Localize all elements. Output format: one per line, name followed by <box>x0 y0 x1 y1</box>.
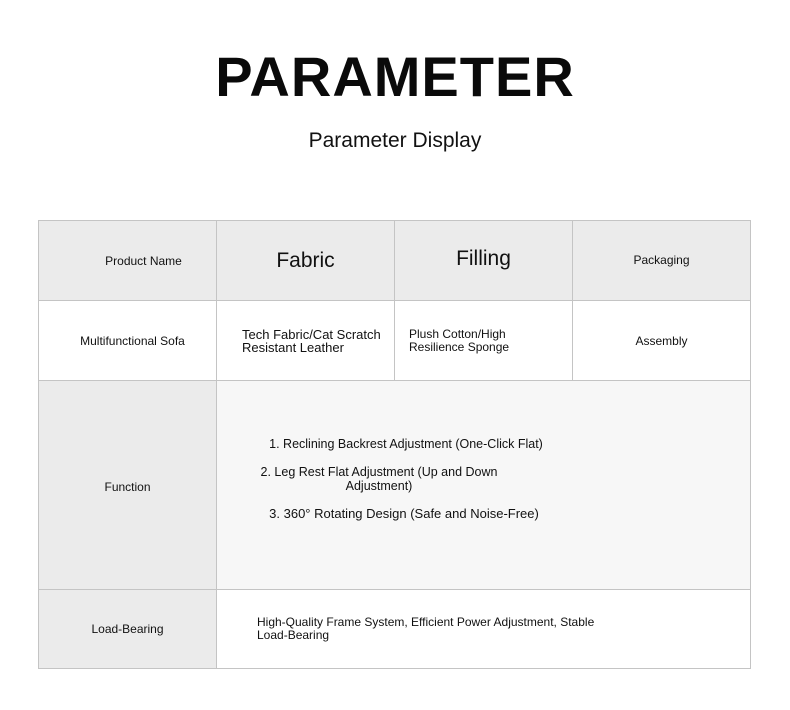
header-filling <box>395 221 573 301</box>
cell-packaging <box>573 301 750 381</box>
header-packaging-label: Packaging <box>633 252 690 267</box>
cell-function-list <box>217 381 750 590</box>
cell-filling <box>395 301 573 381</box>
header-product-name-label: Product Name <box>105 253 182 268</box>
header-fabric-label: Fabric <box>276 248 335 272</box>
header-filling-label: Filling <box>456 246 511 270</box>
cell-load-bearing-label <box>39 590 217 668</box>
function-item-2: 2. Leg Rest Flat Adjustment (Up and Down Adjustment) <box>260 465 498 493</box>
page-title: PARAMETER <box>215 45 575 108</box>
header-product-name <box>39 221 217 301</box>
cell-function-label <box>39 381 217 590</box>
load-bearing-value: High-Quality Frame System, Efficient Power Adjustment, Stable Load-Bearing <box>257 615 595 642</box>
load-bearing-label: Load-Bearing <box>91 622 164 636</box>
cell-product-name <box>39 301 217 381</box>
function-label: Function <box>104 480 151 494</box>
page-subtitle: Parameter Display <box>308 129 482 152</box>
cell-fabric <box>217 301 395 381</box>
fabric-value: Tech Fabric/Cat Scratch Resistant Leather <box>242 326 381 355</box>
packaging-value: Assembly <box>635 333 688 348</box>
function-item-1: 1. Reclining Backrest Adjustment (One-Click Flat) <box>269 437 543 451</box>
filling-value: Plush Cotton/High Resilience Sponge <box>409 326 510 354</box>
cell-load-bearing-value <box>217 590 750 668</box>
header-fabric <box>217 221 395 301</box>
function-list <box>254 437 554 535</box>
parameter-table <box>38 220 751 669</box>
product-name-value: Multifunctional Sofa <box>80 333 185 348</box>
function-item-3: 3. 360° Rotating Design (Safe and Noise-Free) <box>269 506 539 521</box>
header-packaging <box>573 221 750 301</box>
